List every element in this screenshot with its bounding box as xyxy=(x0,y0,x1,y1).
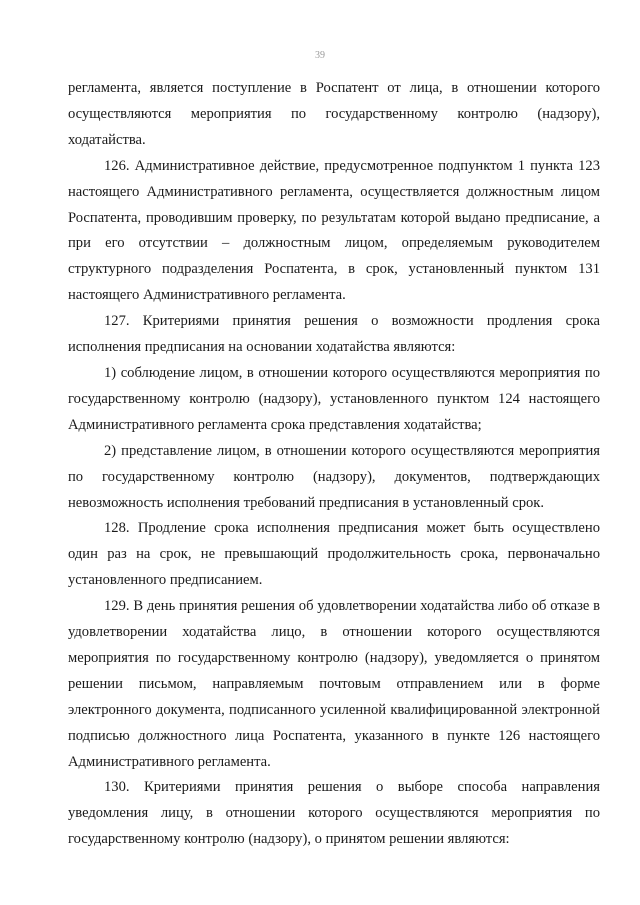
paragraph-128: 128. Продление срока исполнения предписания может быть осуществлено один раз на срок, не превышающий продолжительность срока, первоначально установленного предписанием. xyxy=(68,520,600,589)
paragraph-129: 129. В день принятия решения об удовлетворении ходатайства либо об отказе в удовлетворении ходатайства лицо, в отношении которого осуществляются мероприятия по государственному контролю (надзору), уведомляется о принятом решении письмом, направляемым почтовым отправлением или в форме электронного документа, подписанного усиленной квалифицированной электронной подписью должностного лица Роспатента, указанного в пункте 126 настоящего Административного регламента. xyxy=(68,598,600,770)
paragraph-continuation: регламента, является поступление в Роспатент от лица, в отношении которого осуществляются мероприятия по государственному контролю (надзору), ходатайства. xyxy=(68,80,600,148)
paragraph-127: 127. Критериями принятия решения о возможности продления срока исполнения предписания на основании ходатайства являются: xyxy=(68,313,600,356)
document-body xyxy=(68,76,600,853)
paragraph-127-item-2: 2) представление лицом, в отношении которого осуществляются мероприятия по государственному контролю (надзору), документов, подтверждающих невозможность исполнения требований предписания в установленный срок. xyxy=(68,442,600,511)
paragraph-130: 130. Критериями принятия решения о выборе способа направления уведомления лицу, в отношении которого осуществляются мероприятия по государственному контролю (надзору), о принятом решении являются: xyxy=(68,779,600,848)
paragraph-127-item-1: 1) соблюдение лицом, в отношении которого осуществляются мероприятия по государственному контролю (надзору), установленного пунктом 124 настоящего Административного регламента срока представления ходатайства; xyxy=(68,364,600,433)
page-number: 39 xyxy=(315,50,325,61)
paragraph-126: 126. Административное действие, предусмотренное подпунктом 1 пункта 123 настоящего Административного регламента, осуществляется должностным лицом Роспатента, проводившим проверку, по результатам которой выдано предписание, а при его отсутствии – должностным лицом, определяемым руководителем структурного подразделения Роспатента, в срок, установленный пунктом 131 настоящего Административного регламента. xyxy=(68,157,600,304)
